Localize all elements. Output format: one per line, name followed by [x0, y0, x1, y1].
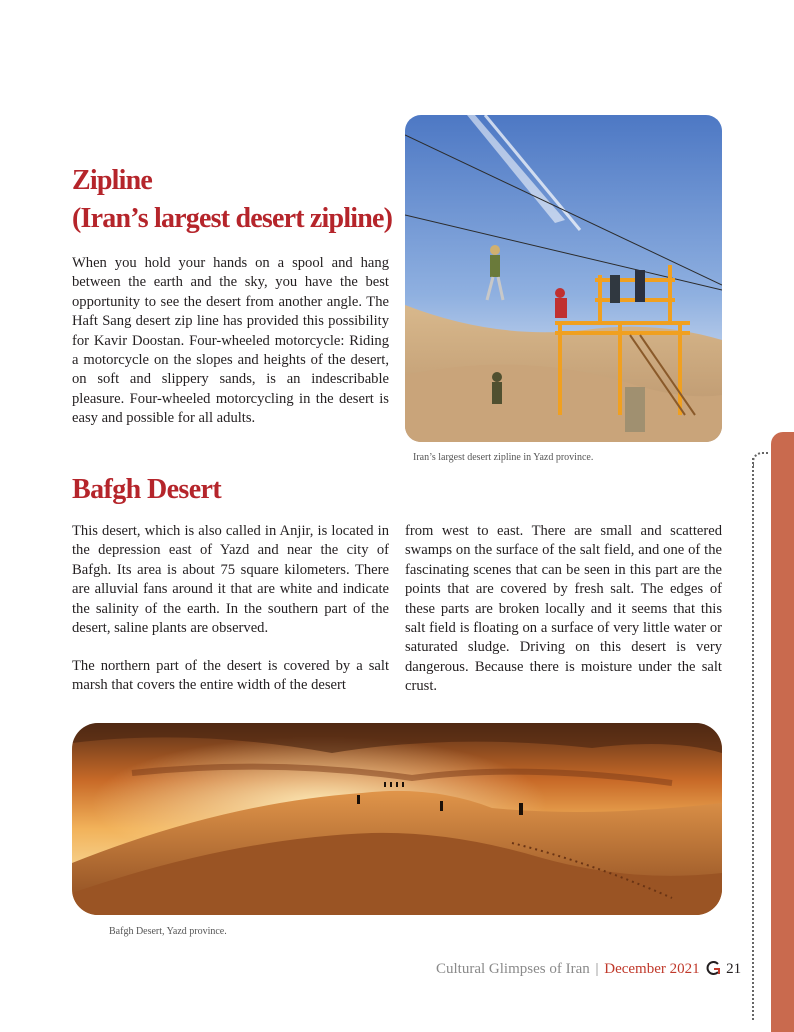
zipline-heading [72, 162, 402, 238]
zipline-heading-line1: Zipline [72, 165, 152, 196]
cgi-logo-icon [705, 960, 721, 981]
bafgh-paragraph-1: This desert, which is also called in Anjir, is located in the depression east of Yazd and near the city of Bafgh. Its area is about 75 square kilometers. There are alluvial fans around it that are white and indicate the salinity of the earth. In the southern part of the desert, saline plants are observed. [72, 523, 389, 637]
page-footer [436, 960, 741, 981]
zipline-heading-line2: (Iran’s largest desert zipline) [72, 203, 393, 234]
bafgh-paragraph-2: The northern part of the desert is covered by a salt marsh that covers the entire width of the desert [72, 658, 389, 694]
bafgh-desert-photo [72, 723, 722, 915]
bafgh-heading: Bafgh Desert [72, 474, 222, 505]
footer-date: December 2021 [604, 961, 700, 977]
side-color-tab [771, 432, 794, 1032]
bafgh-photo-caption: Bafgh Desert, Yazd province. [109, 926, 227, 937]
zipline-photo-caption: Iran’s largest desert zipline in Yazd province. [413, 452, 594, 463]
side-decoration-curl [752, 452, 768, 466]
zipline-body: When you hold your hands on a spool and hang between the earth and the sky, you have the best opportunity to see the desert from another angle. The Haft Sang desert zip line has provided this possibility for Kavir Doostan. Four-wheeled motorcycle: Riding a motorcycle on the slopes and heights of the desert, on soft and slippery sands, is an indescribable pleasure. Four-wheeled motorcycling in the desert is easy and possible for all adults. [72, 255, 389, 427]
footer-page-number: 21 [726, 961, 742, 977]
footer-separator: | [595, 961, 599, 977]
zipline-photo [405, 115, 722, 442]
footer-publication: Cultural Glimpses of Iran [436, 961, 590, 977]
bafgh-paragraph-3: from west to east. There are small and scattered swamps on the surface of the salt field, and one of the fascinating scenes that can be seen in this part are the points that are covered by fresh salt. The edges of these parts are broken locally and it seems that this salt field is floating on a surface of very little water or saturated sludge. Driving on this desert is very dangerous. Because there is moisture under the salt crust. [405, 523, 722, 695]
side-dotted-line [752, 458, 754, 1020]
